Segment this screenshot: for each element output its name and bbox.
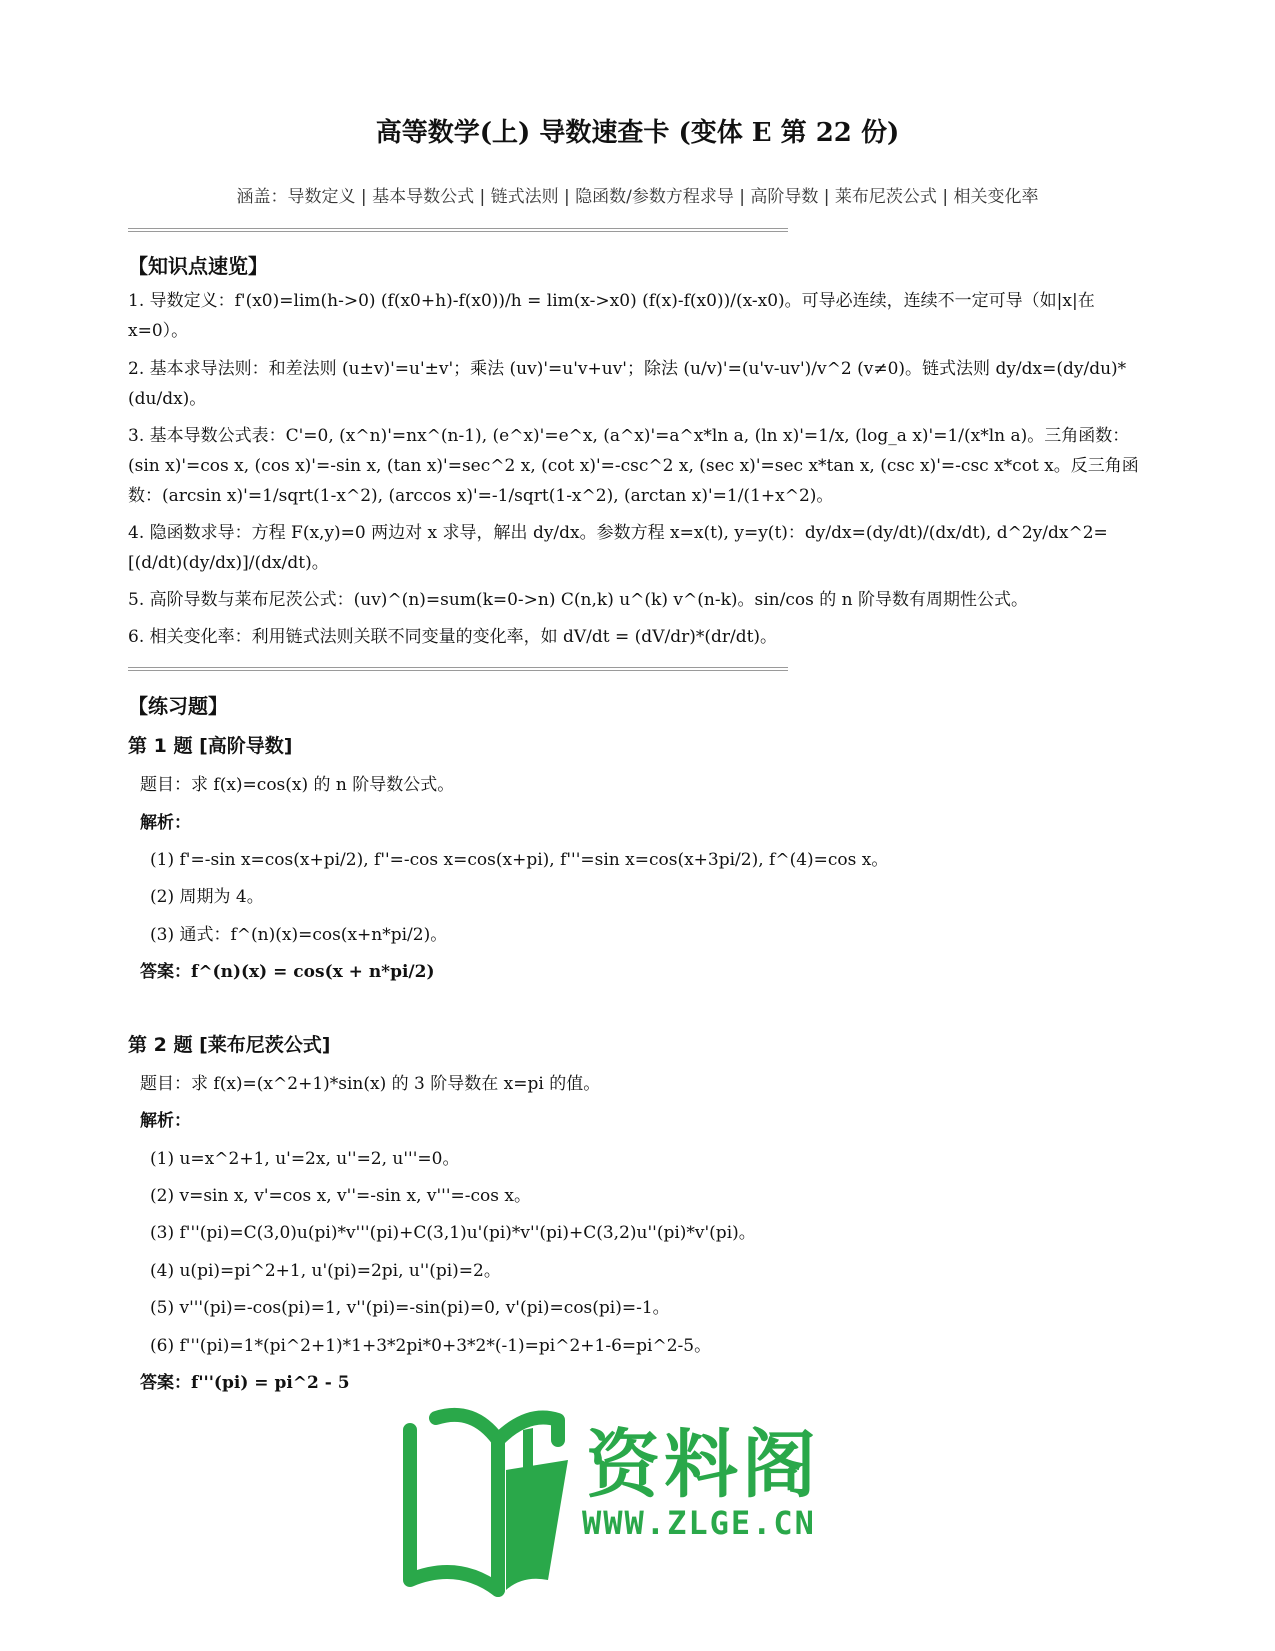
exercises-heading: 【练习题】 [128, 694, 228, 718]
problem-question: 题目：求 f(x)=(x^2+1)*sin(x) 的 3 阶导数在 x=pi 的值。 [140, 1074, 601, 1094]
knowledge-point: 4. 隐函数求导：方程 F(x,y)=0 两边对 x 求导，解出 dy/dx。参数方程 x=x(t), y=y(t)：dy/dx=(dy/dt)/(dx/dt), d^2y/dx^2=[(d/dt)(dy/dx)]/(dx/dt)。 [128, 523, 1108, 573]
page-subtitle: 涵盖：导数定义 | 基本导数公式 | 链式法则 | 隐函数/参数方程求导 | 高阶导数 | 莱布尼茨公式 | 相关变化率 [236, 187, 1039, 207]
solution-step: (2) v=sin x, v'=cos x, v''=-sin x, v'''=-cos x。 [150, 1186, 531, 1206]
solution-label: 解析： [140, 1111, 191, 1131]
book-icon [398, 1400, 578, 1600]
watermark-url: WWW.ZLGE.CN [582, 1504, 816, 1542]
knowledge-point: 5. 高阶导数与莱布尼茨公式：(uv)^(n)=sum(k=0->n) C(n,k) u^(k) v^(n-k)。sin/cos 的 n 阶导数有周期性公式。 [128, 590, 1028, 610]
solution-step: (1) u=x^2+1, u'=2x, u''=2, u'''=0。 [150, 1149, 460, 1169]
problem-title: 第 1 题 [高阶导数] [128, 735, 293, 757]
watermark-name: 资料阁 [586, 1422, 820, 1508]
answer-line: 答案：f'''(pi) = pi^2 - 5 [140, 1373, 350, 1393]
knowledge-point: 3. 基本导数公式表：C'=0, (x^n)'=nx^(n-1), (e^x)'=e^x, (a^x)'=a^x*ln a, (ln x)'=1/x, (log_a x)'=1/(x*ln a)。三角函数：(sin x)'=cos x, (cos x)'=-sin x, (tan x)'=sec^2 x, (cot x)'=-csc^2 x, (sec x)'=sec x*tan x, (csc x)'=-csc x*cot x。反三角函数：(arcsin x)'=1/sqrt(1-x^2), (arccos x)'=-1/sqrt(1-x^2), (arctan x)'=1/(1+x^2)。 [128, 426, 1139, 506]
divider-top [128, 228, 788, 229]
solution-label: 解析： [140, 813, 191, 833]
watermark-logo [398, 1400, 878, 1600]
knowledge-point: 1. 导数定义：f'(x0)=lim(h->0) (f(x0+h)-f(x0))/h = lim(x->x0) (f(x)-f(x0))/(x-x0)。可导必连续，连续不一定可导（如|x|在 x=0）。 [128, 291, 1095, 341]
solution-step: (3) f'''(pi)=C(3,0)u(pi)*v'''(pi)+C(3,1)u'(pi)*v''(pi)+C(3,2)u''(pi)*v'(pi)。 [150, 1223, 756, 1243]
solution-step: (2) 周期为 4。 [150, 887, 264, 907]
problem-question: 题目：求 f(x)=cos(x) 的 n 阶导数公式。 [140, 775, 455, 795]
solution-step: (1) f'=-sin x=cos(x+pi/2), f''=-cos x=cos(x+pi), f'''=sin x=cos(x+3pi/2), f^(4)=cos x。 [150, 850, 889, 870]
solution-step: (3) 通式：f^(n)(x)=cos(x+n*pi/2)。 [150, 925, 448, 945]
problem-title: 第 2 题 [莱布尼茨公式] [128, 1034, 331, 1056]
knowledge-point: 2. 基本求导法则：和差法则 (u±v)'=u'±v'；乘法 (uv)'=u'v+uv'；除法 (u/v)'=(u'v-uv')/v^2 (v≠0)。链式法则 dy/dx=(dy/du)*(du/dx)。 [128, 359, 1127, 409]
knowledge-heading: 【知识点速览】 [128, 254, 268, 278]
divider-middle [128, 667, 788, 668]
page-title: 高等数学(上) 导数速查卡 (变体 E 第 22 份) [375, 118, 900, 148]
answer-line: 答案：f^(n)(x) = cos(x + n*pi/2) [140, 962, 435, 982]
solution-step: (6) f'''(pi)=1*(pi^2+1)*1+3*2pi*0+3*2*(-1)=pi^2+1-6=pi^2-5。 [150, 1336, 712, 1356]
solution-step: (5) v'''(pi)=-cos(pi)=1, v''(pi)=-sin(pi)=0, v'(pi)=cos(pi)=-1。 [150, 1298, 670, 1318]
knowledge-point: 6. 相关变化率：利用链式法则关联不同变量的变化率，如 dV/dt = (dV/dr)*(dr/dt)。 [128, 627, 778, 647]
solution-step: (4) u(pi)=pi^2+1, u'(pi)=2pi, u''(pi)=2。 [150, 1261, 501, 1281]
